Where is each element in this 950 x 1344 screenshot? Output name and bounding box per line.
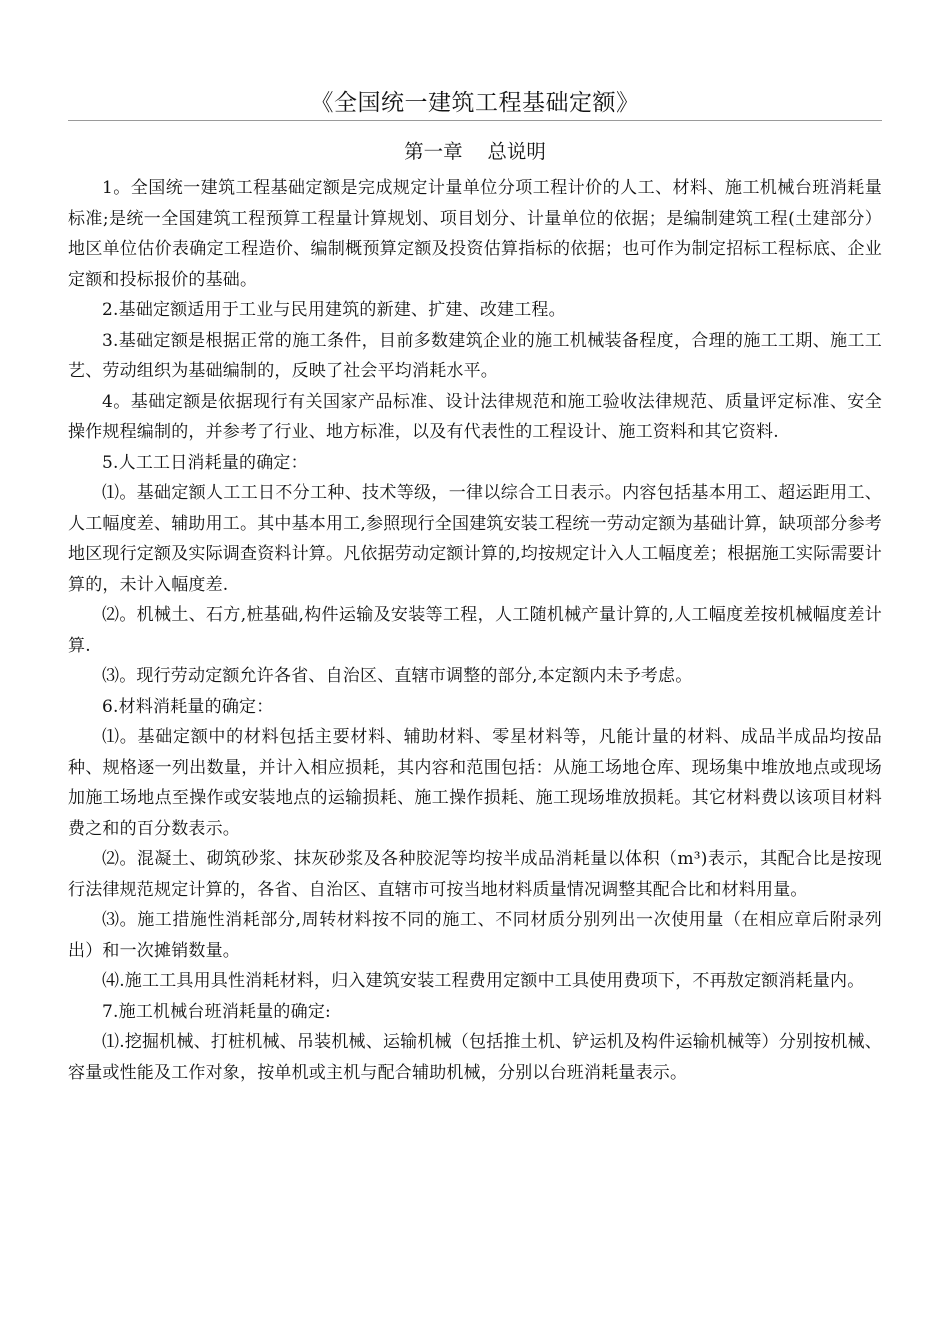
section-heading: 7.施工机械台班消耗量的确定: (102, 1001, 331, 1022)
paragraph: 3.基础定额是根据正常的施工条件，目前多数建筑企业的施工机械装备程度，合理的施工工期、施工工艺、劳动组织为基础编制的，反映了社会平均消耗水平。 (68, 330, 882, 381)
document-title: 《全国统一建筑工程基础定额》 (310, 90, 640, 116)
paragraph: ⑵。混凝土、砌筑砂浆、抹灰砂浆及各种胶泥等均按半成品消耗量以体积（m³)表示，其配合比是按现行法律规范规定计算的，各省、自治区、直辖市可按当地材料质量情况调整其配合比和材料用量。 (68, 849, 882, 900)
paragraph: ⑶。施工措施性消耗部分,周转材料按不同的施工、不同材质分别列出一次使用量（在相应章后附录列出）和一次摊销数量。 (68, 910, 882, 961)
paragraph: ⑷.施工工具用具性消耗材料，归入建筑安装工程费用定额中工具使用费项下，不再敖定额消耗量内。 (102, 971, 865, 991)
paragraph: ⑵。机械土、石方,桩基础,构件运输及安装等工程，人工随机械产量计算的,人工幅度差按机械幅度差计算. (68, 605, 882, 656)
document-body (68, 173, 882, 1088)
paragraph: ⑴。基础定额中的材料包括主要材料、辅助材料、零星材料等，凡能计量的材料、成品半成品均按品种、规格逐一列出数量，并计入相应损耗，其内容和范围包括：从施工场地仓库、现场集中堆放地点或现场加施工场地点至操作或安装地点的运输损耗、施工操作损耗、施工现场堆放损耗。其它材料费以该项目材料费之和的百分数表示。 (68, 727, 882, 839)
paragraph: 2.基础定额适用于工业与民用建筑的新建、扩建、改建工程。 (102, 300, 566, 320)
header-rule (68, 120, 882, 121)
paragraph: ⑴.挖掘机械、打桩机械、吊装机械、运输机械（包括推土机、铲运机及构件运输机械等）分别按机械、容量或性能及工作对象，按单机或主机与配合辅助机械，分别以台班消耗量表示。 (68, 1032, 882, 1083)
paragraph: ⑴。基础定额人工工日不分工种、技术等级，一律以综合工日表示。内容包括基本用工、超运距用工、人工幅度差、辅助用工。其中基本用工,参照现行全国建筑安装工程统一劳动定额为基础计算，缺项部分参考地区现行定额及实际调查资料计算。凡依据劳动定额计算的,均按规定计入人工幅度差；根据施工实际需要计算的，未计入幅度差. (68, 483, 883, 595)
section-heading: 6.材料消耗量的确定： (102, 696, 274, 717)
paragraph: 1。全国统一建筑工程基础定额是完成规定计量单位分项工程计价的人工、材料、施工机械台班消耗量标准;是统一全国建筑工程预算工程量计算规划、项目划分、计量单位的依据；是编制建筑工程(土建部分）地区单位估价表确定工程造价、编制概预算定额及投资估算指标的依据；也可作为制定招标工程标底、企业定额和投标报价的基础。 (68, 178, 882, 290)
chapter-heading: 第一章 总说明 (404, 140, 546, 163)
document-page (68, 86, 882, 1088)
paragraph: 4。基础定额是依据现行有关国家产品标准、设计法律规范和施工验收法律规范、质量评定标准、安全操作规程编制的，并参考了行业、地方标准，以及有代表性的工程设计、施工资料和其它资料. (68, 391, 882, 442)
section-heading: 5.人工工日消耗量的确定： (102, 452, 308, 473)
paragraph: ⑶。现行劳动定额允许各省、自治区、直辖市调整的部分,本定额内未予考虑。 (102, 666, 693, 686)
